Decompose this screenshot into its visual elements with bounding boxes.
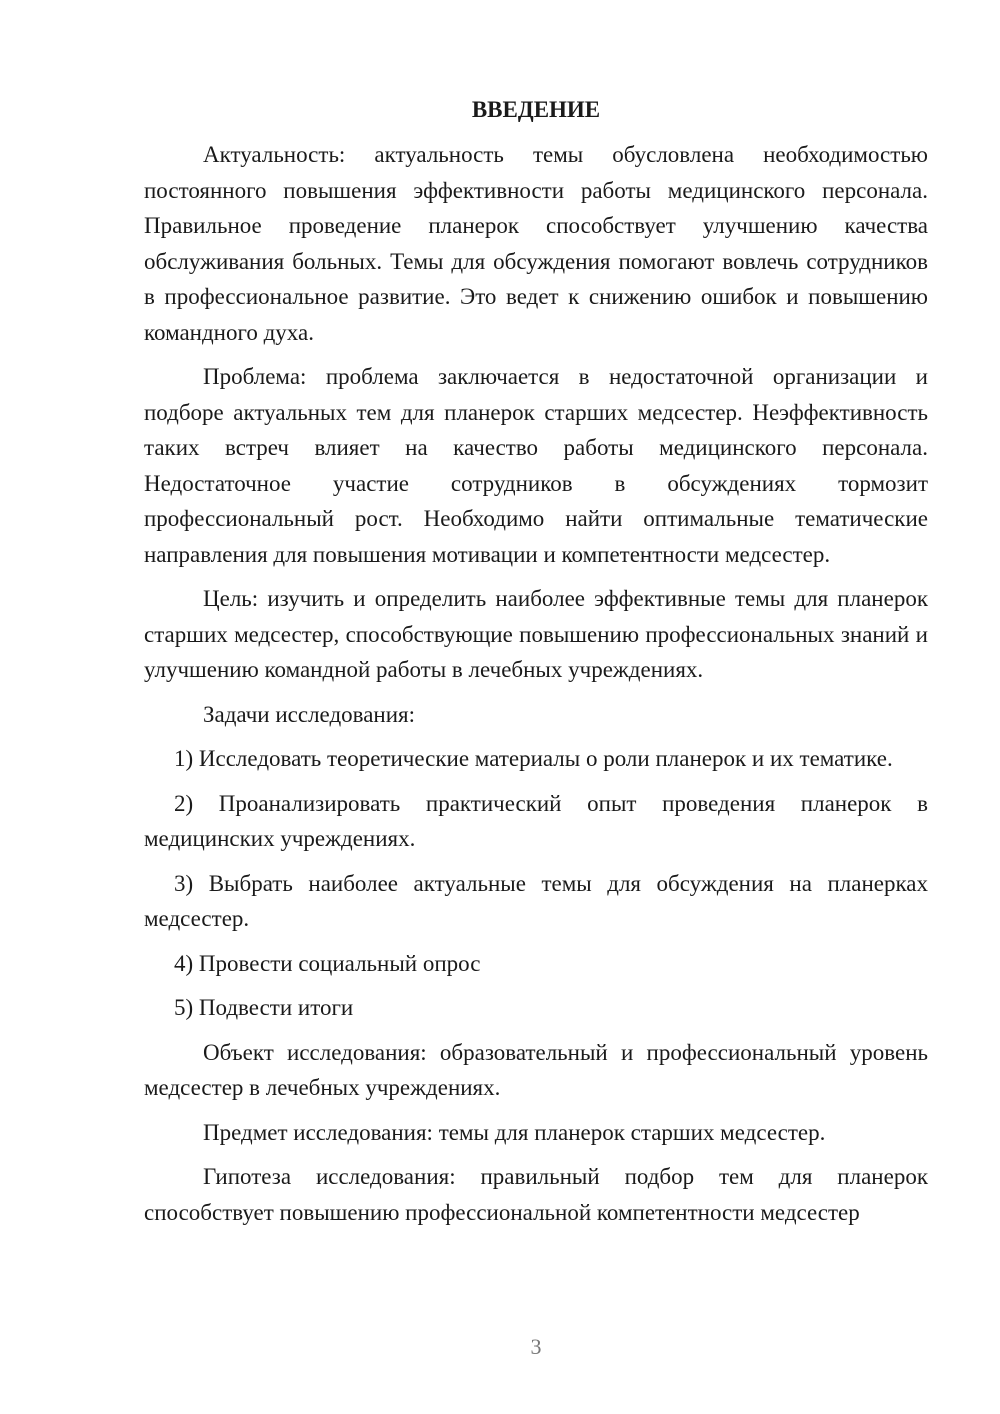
task-item: 1) Исследовать теоретические материалы о роли планерок и их тематике. xyxy=(174,746,893,771)
subject-paragraph: Предмет исследования: темы для планерок старших медсестер. xyxy=(203,1119,826,1145)
page-content xyxy=(144,92,928,1239)
task-item: 5) Подвести итоги xyxy=(174,995,354,1020)
problem-paragraph: Проблема: проблема заключается в недостаточной организации и подборе актуальных тем для планерок старших медсестер. Неэффективность таких встреч влияет на качество работы медицинского персонала. Недостаточное участие сотрудников в обсуждениях тормозит профессиональный рост. Необходимо найти оптимальные тематические направления для повышения мотивации и компетентности медсестер. xyxy=(144,364,928,567)
goal-paragraph: Цель: изучить и определить наиболее эффективные темы для планерок старших медсестер, способствующие повышению профессиональных знаний и улучшению командной работы в лечебных учреждениях. xyxy=(144,586,928,682)
section-title: ВВЕДЕНИЕ xyxy=(471,97,601,122)
task-item: 2) Проанализировать практический опыт проведения планерок в медицинских учреждениях. xyxy=(144,790,928,851)
object-paragraph: Объект исследования: образовательный и профессиональный уровень медсестер в лечебных учреждениях. xyxy=(144,1039,928,1100)
tasks-heading: Задачи исследования: xyxy=(203,701,416,727)
relevance-paragraph: Актуальность: актуальность темы обусловлена необходимостью постоянного повышения эффективности работы медицинского персонала. Правильное проведение планерок способствует улучшению качества обслуживания больных. Темы для обсуждения помогают вовлечь сотрудников в профессиональное развитие. Это ведет к снижению ошибок и повышению командного духа. xyxy=(144,142,928,345)
page-number: 3 xyxy=(530,1334,542,1359)
hypothesis-paragraph: Гипотеза исследования: правильный подбор тем для планерок способствует повышению профессиональной компетентности медсестер xyxy=(144,1164,928,1225)
task-item: 4) Провести социальный опрос xyxy=(174,950,481,976)
task-item: 3) Выбрать наиболее актуальные темы для обсуждения на планерках медсестер. xyxy=(144,870,928,931)
